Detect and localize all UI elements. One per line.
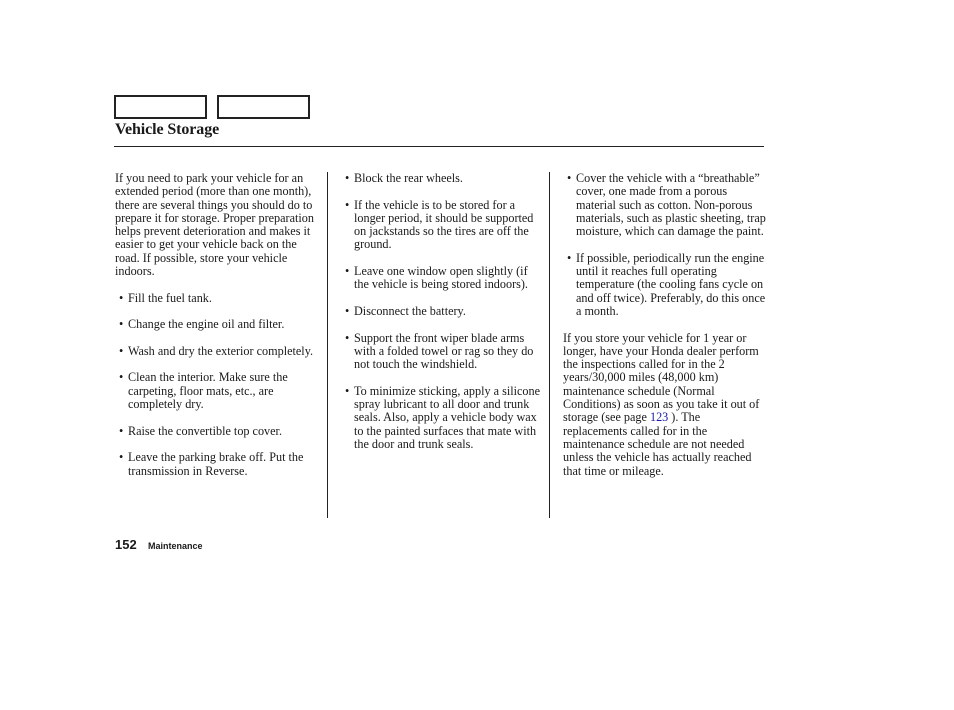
list-item: • If possible, periodically run the engine until it reaches full operating temperature (the cooling fans cycle on and off twice). Preferably, do this once a month. (567, 250, 766, 318)
column-divider (549, 172, 550, 518)
list-item: • Disconnect the battery. (345, 303, 466, 318)
list-item: • Support the front wiper blade arms with a folded towel or rag so they do not touch the windshield. (345, 330, 534, 372)
bullet-icon: • (119, 290, 124, 305)
list-item: • Block the rear wheels. (345, 171, 463, 185)
intro-paragraph: If you need to park your vehicle for an extended period (more than one month), there are several things you should do to prepare it for storage. Proper preparation helps prevent deterioration and makes it easier to get your vehicle back on the road. If possible, store your vehicle indoors. (115, 171, 314, 279)
column-2 (341, 172, 543, 465)
nav-tab-main-menu[interactable] (114, 95, 207, 119)
list-item: • Fill the fuel tank. (119, 290, 212, 305)
list-item: • Wash and dry the exterior completely. (119, 343, 314, 358)
bullet-icon: • (345, 197, 350, 212)
bullet-icon: • (119, 343, 124, 358)
list-item: • To minimize sticking, apply a silicone spray lubricant to all door and trunk seals. Also, apply a vehicle body wax to the painted surfaces that mate with the door and trunk seals. (345, 383, 540, 451)
list-item: • Cover the vehicle with a “breathable” cover, one made from a porous material such as cotton. Non-porous materials, such as plastic sheeting, trap moisture, which can damage the paint. (567, 171, 766, 239)
list-item: • Clean the interior. Make sure the carpeting, floor mats, etc., are completely dry. (119, 370, 288, 412)
bullet-icon: • (345, 303, 350, 318)
bullet-icon: • (119, 423, 124, 438)
title-rule (114, 146, 764, 147)
column-divider (327, 172, 328, 518)
bullet-icon: • (119, 370, 124, 385)
list-item: • Raise the convertible top cover. (119, 423, 282, 438)
bullet-icon: • (345, 383, 350, 398)
list-item: • Leave the parking brake off. Put the transmission in Reverse. (119, 450, 304, 478)
bullet-icon: • (345, 264, 350, 279)
page-reference-link[interactable]: 123 (649, 410, 669, 425)
column-1 (115, 172, 319, 491)
section-label: Maintenance (148, 541, 203, 551)
bullet-icon: • (567, 171, 572, 185)
bullet-icon: • (119, 450, 124, 465)
bullet-icon: • (567, 250, 572, 265)
bullet-icon: • (119, 317, 124, 332)
closing-paragraph: If you store your vehicle for 1 year or longer, have your Honda dealer perform the inspections called for in the 2 years/30,000 miles (48,000 km) maintenance schedule (Normal Conditions) as soon as you take it out of storage (see page 123 ). The replacements called for in the maintenance schedule are not needed unless the vehicle has actually reached that time or mileage. (563, 330, 760, 478)
page-number: 152 (115, 537, 137, 552)
page-title: Vehicle Storage (115, 121, 220, 138)
bullet-icon: • (345, 171, 350, 185)
list-item: • If the vehicle is to be stored for a longer period, it should be supported on jackstands so the tires are off the ground. (345, 197, 534, 252)
bullet-icon: • (345, 330, 350, 345)
list-item: • Change the engine oil and filter. (119, 317, 285, 332)
column-3 (563, 172, 766, 491)
list-item: • Leave one window open slightly (if the vehicle is being stored indoors). (345, 264, 528, 292)
nav-tab-index[interactable] (217, 95, 310, 119)
